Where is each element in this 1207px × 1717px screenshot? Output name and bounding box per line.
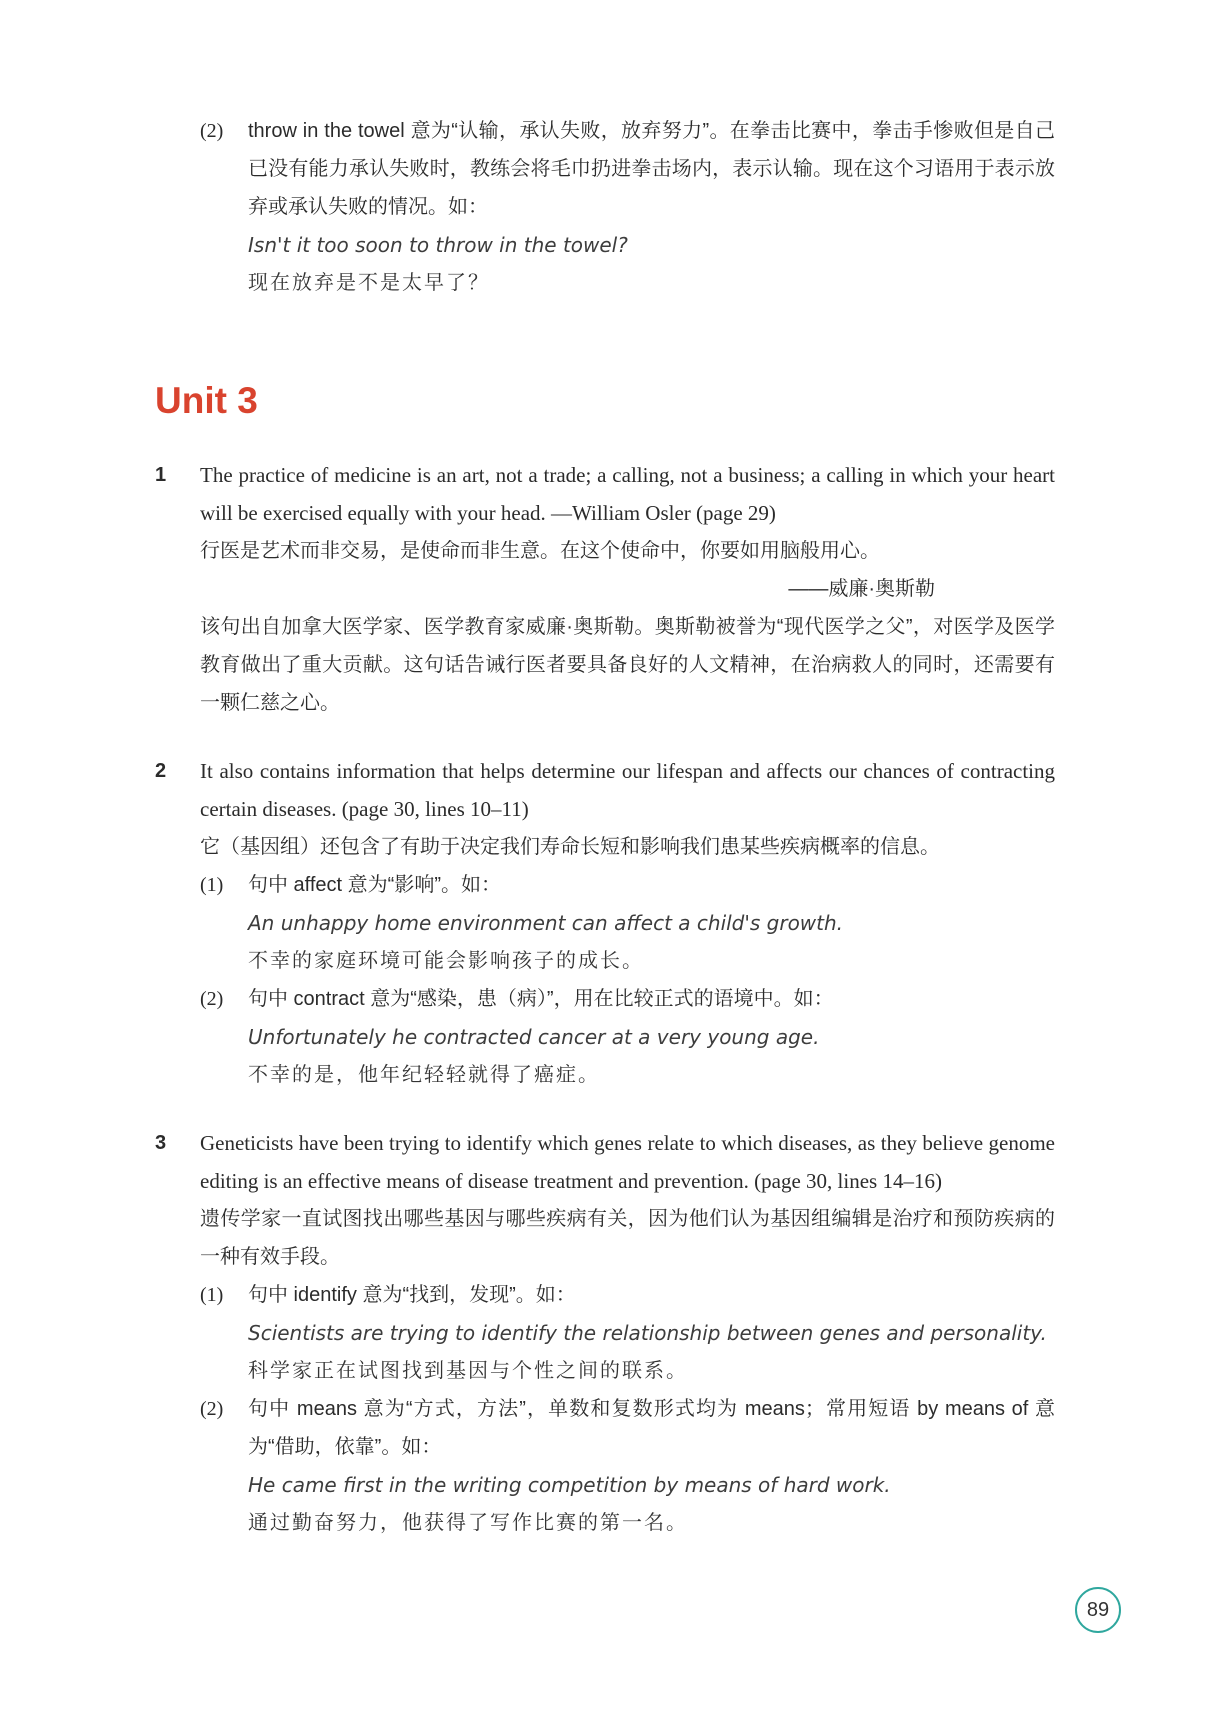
vocab-subitem-1: [200, 866, 1055, 980]
idiom-explanation-text: throw in the towel 意为“认输，承认失败，放弃努力”。在拳击比赛中，拳击手惨败但是自己已没有能力承认失败时，教练会将毛巾扔进拳击场内，表示认输。现在这个习语用于表示放弃或承认失败的情况。如：: [248, 120, 1055, 218]
source-sentence-en: It also contains information that helps determine our lifespan and affects our chances of contracting certain diseases. (page 30, lines 10–11): [200, 759, 1055, 821]
list-marker: (1): [200, 874, 224, 896]
example-sentence-en: Scientists are trying to identify the relationship between genes and personality.: [248, 1321, 1047, 1345]
example-sentence-zh: 不幸的是，他年纪轻轻就得了癌症。: [248, 1064, 600, 1086]
example-sentence-en: Unfortunately he contracted cancer at a very young age.: [248, 1025, 820, 1049]
item-number: 3: [155, 1132, 167, 1154]
example-sentence-zh: 不幸的家庭环境可能会影响孩子的成长。: [248, 950, 644, 972]
quote-translation-zh: 行医是艺术而非交易，是使命而非生意。在这个使命中，你要如用脑般用心。: [200, 540, 880, 562]
vocab-subitem-body: [248, 1390, 1055, 1542]
example-sentence-en: Isn't it too soon to throw in the towel?: [248, 233, 628, 257]
numbered-item-2: [155, 752, 1055, 1094]
vocab-explanation: 句中 affect 意为“影响”。如：: [248, 874, 501, 896]
source-sentence-en: Geneticists have been trying to identify which genes relate to which diseases, as they believe genome editing is an effective means of disease treatment and prevention. (page 30, lines 14–16): [200, 1131, 1055, 1193]
page-number: 89: [1086, 1598, 1110, 1621]
idiom-note-body: [248, 112, 1055, 302]
source-translation-zh: 它（基因组）还包含了有助于决定我们寿命长短和影响我们患某些疾病概率的信息。: [200, 836, 940, 858]
example-sentence-en: An unhappy home environment can affect a child's growth.: [248, 911, 844, 935]
quote-sentence-en: The practice of medicine is an art, not a trade; a calling, not a business; a calling in which your heart will be exercised equally with your head. —William Osler (page 29): [200, 463, 1055, 525]
vocab-subitem-2: [200, 980, 1055, 1094]
vocab-subitem-body: [248, 980, 1055, 1094]
vocab-explanation: 句中 means 意为“方式，方法”，单数和复数形式均为 means；常用短语 by means of 意为“借助，依靠”。如：: [248, 1398, 1055, 1458]
unit-heading: Unit 3: [155, 380, 258, 421]
list-marker: (2): [200, 1398, 224, 1420]
example-sentence-zh: 通过勤奋努力，他获得了写作比赛的第一名。: [248, 1512, 688, 1534]
vocab-subitem-2: [200, 1390, 1055, 1542]
idiom-note-item: [200, 112, 1055, 302]
example-sentence-zh: 科学家正在试图找到基因与个性之间的联系。: [248, 1360, 688, 1382]
numbered-item-3: [155, 1124, 1055, 1542]
item-body: [200, 1124, 1055, 1542]
vocab-subitem-body: [248, 1276, 1055, 1390]
numbered-item-1: [155, 456, 1055, 722]
example-sentence-en: He came first in the writing competition by means of hard work.: [248, 1473, 891, 1497]
quote-commentary: 该句出自加拿大医学家、医学教育家威廉·奥斯勒。奥斯勒被誉为“现代医学之父”，对医学及医学教育做出了重大贡献。这句话告诫行医者要具备良好的人文精神，在治病救人的同时，还需要有一颗仁慈之心。: [200, 616, 1055, 714]
vocab-subitem-body: [248, 866, 1055, 980]
item-number: 1: [155, 464, 167, 486]
vocab-explanation: 句中 identify 意为“找到，发现”。如：: [248, 1284, 576, 1306]
source-translation-zh: 遗传学家一直试图找出哪些基因与哪些疾病有关，因为他们认为基因组编辑是治疗和预防疾病的一种有效手段。: [200, 1208, 1055, 1268]
list-marker: (1): [200, 1284, 224, 1306]
vocab-explanation: 句中 contract 意为“感染，患（病）”，用在比较正式的语境中。如：: [248, 988, 834, 1010]
item-body: [200, 752, 1055, 1094]
page-number-badge: [1075, 1587, 1121, 1633]
example-sentence-zh: 现在放弃是不是太早了？: [248, 272, 490, 294]
list-marker: (2): [200, 988, 224, 1010]
list-marker: (2): [200, 120, 224, 142]
item-body: [200, 456, 1055, 722]
item-number: 2: [155, 760, 167, 782]
quote-attribution: ——威廉·奥斯勒: [788, 578, 935, 600]
vocab-subitem-1: [200, 1276, 1055, 1390]
